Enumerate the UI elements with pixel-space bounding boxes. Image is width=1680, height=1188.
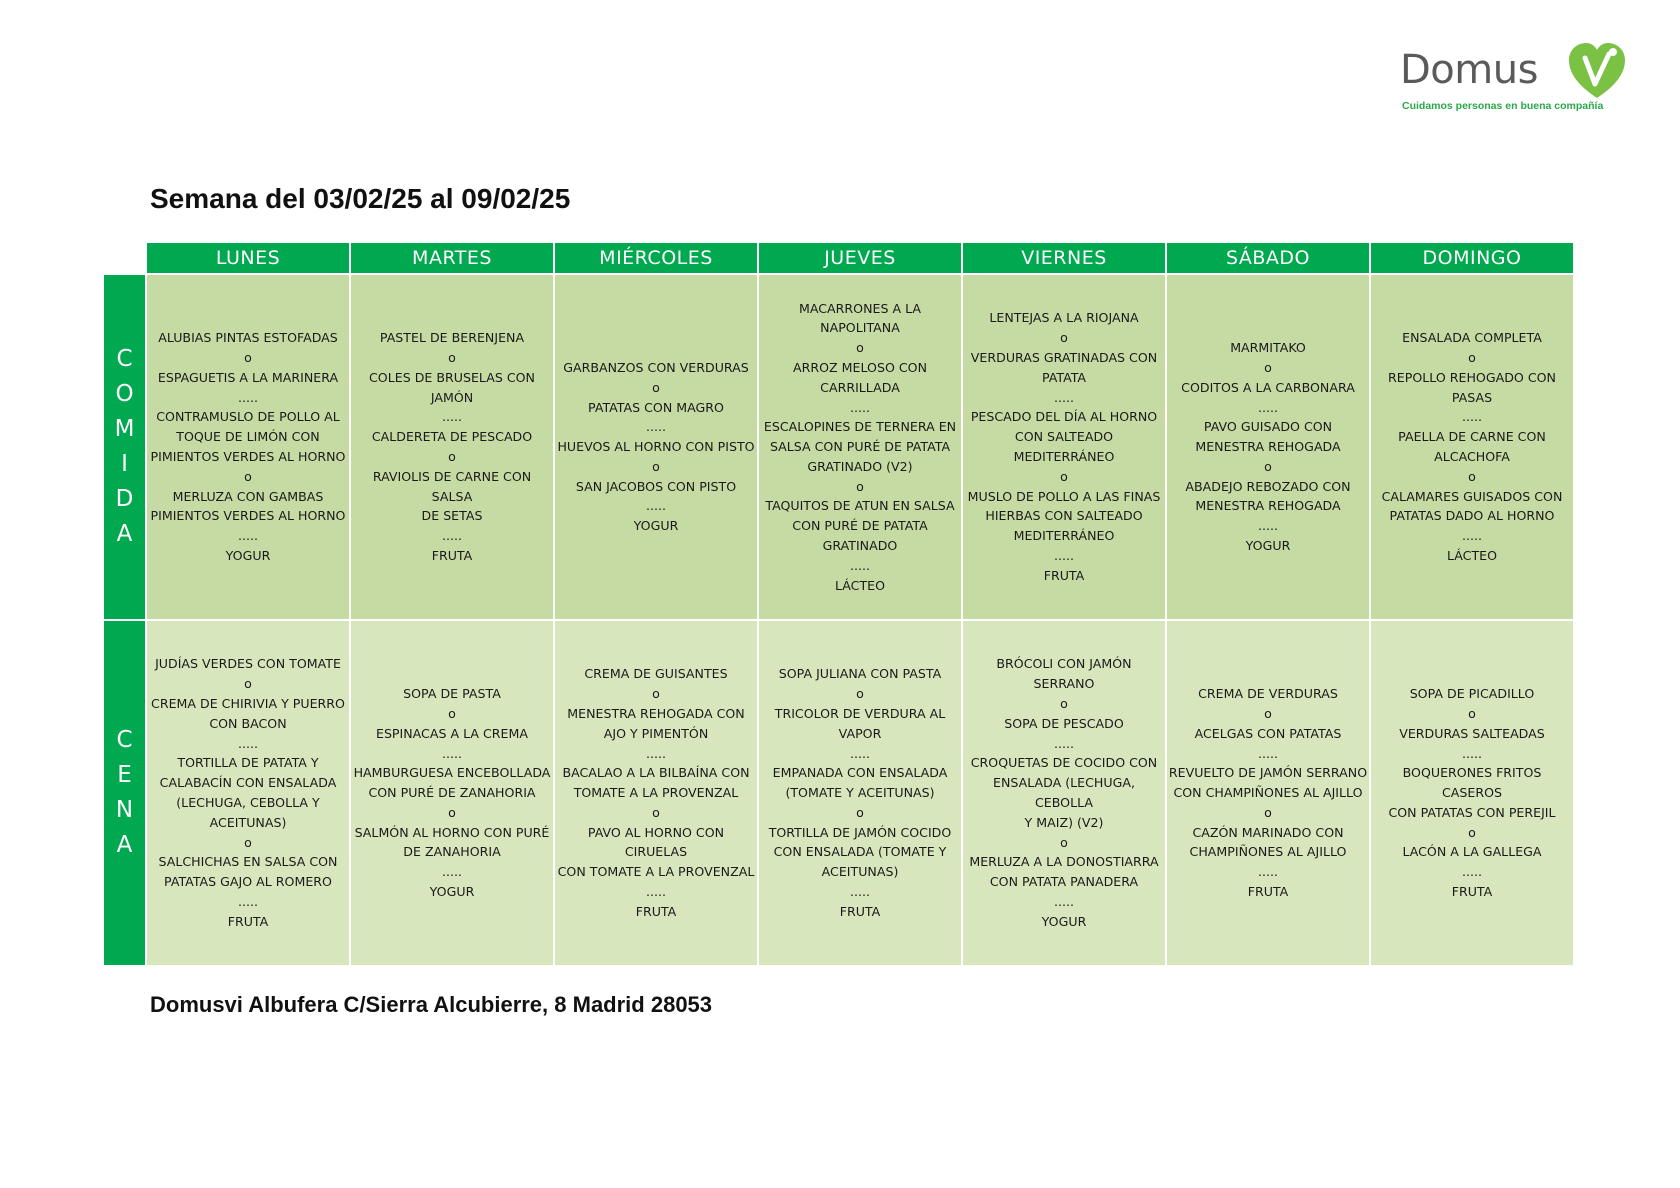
dish-line: GRATINADO (V2): [807, 458, 913, 474]
dish-line: SERRANO: [1033, 676, 1095, 692]
day-header-row: [104, 243, 1574, 274]
dish-line: CON PATATA PANADERA: [989, 874, 1139, 890]
dish-line: CON SALTEADO: [1014, 429, 1114, 445]
menu-cell-cena-martes: [350, 620, 554, 966]
dish-line: .....: [441, 864, 463, 880]
dish-line: o: [856, 804, 864, 820]
dish-line: o: [1468, 824, 1476, 840]
dish-line: MEDITERRÁNEO: [1013, 449, 1115, 464]
meal-label-letter: E: [117, 762, 132, 788]
dish-line: PESCADO DEL DÍA AL HORNO: [970, 409, 1158, 425]
dish-line: .....: [237, 735, 259, 751]
dish-line: ESPINACAS A LA CREMA: [375, 725, 528, 741]
dish-line: CARRILLADA: [820, 379, 900, 395]
dish-line: o: [1060, 468, 1068, 484]
dish-line: .....: [645, 745, 667, 761]
dish-line: .....: [645, 419, 667, 435]
dish-line: o: [856, 340, 864, 356]
dish-line: .....: [1053, 735, 1075, 751]
menu-cell-cena-lunes: [146, 620, 350, 966]
dish-line: YOGUR: [633, 518, 679, 534]
meal-label-letter: D: [115, 486, 134, 512]
page-title: Semana del 03/02/25 al 09/02/25: [150, 183, 571, 214]
dish-line: FRUTA: [1247, 884, 1289, 900]
dish-line: ACELGAS CON PATATAS: [1194, 725, 1342, 741]
menu-cell-comida-martes: [350, 274, 554, 620]
dish-line: TOQUE DE LIMÓN CON: [176, 429, 320, 445]
dish-line: .....: [645, 884, 667, 900]
day-header-martes: MARTES: [350, 243, 554, 274]
dish-line: o: [244, 676, 252, 692]
dish-line: SOPA DE PASTA: [403, 686, 501, 702]
dish-line: LÁCTEO: [834, 577, 886, 593]
dish-line: REVUELTO DE JAMÓN SERRANO: [1168, 765, 1368, 781]
dish-line: .....: [1257, 518, 1279, 534]
dish-line: CALAMARES GUISADOS CON: [1381, 488, 1563, 504]
day-header-lunes: LUNES: [146, 243, 350, 274]
menu-cell-comida-sabado: [1166, 274, 1370, 620]
dish-line: GARBANZOS CON VERDURAS: [563, 359, 749, 375]
dish-line: FRUTA: [1043, 567, 1085, 583]
dish-line: ESPAGUETIS A LA MARINERA: [157, 369, 339, 385]
dish-line: COLES DE BRUSELAS CON: [369, 369, 535, 385]
meal-label-letter: I: [121, 451, 128, 477]
dish-line: CREMA DE CHIRIVIA Y PUERRO: [151, 696, 345, 712]
dish-line: o: [244, 468, 252, 484]
dish-line: TORTILLA DE JAMÓN COCIDO: [768, 824, 952, 840]
dish-line: .....: [441, 528, 463, 544]
dish-line: o: [448, 705, 456, 721]
dish-line: CODITOS A LA CARBONARA: [1181, 379, 1355, 395]
dish-line: PAVO AL HORNO CON CIRUELAS: [587, 824, 725, 860]
dish-line: SAN JACOBOS CON PISTO: [575, 478, 737, 494]
dish-line: CON CHAMPIÑONES AL AJILLO: [1173, 785, 1363, 801]
dish-line: VAPOR: [838, 725, 882, 741]
dish-line: .....: [1461, 745, 1483, 761]
menu-cell-cena-miercoles: [554, 620, 758, 966]
dish-line: FRUTA: [1451, 884, 1493, 900]
dish-line: YOGUR: [1245, 538, 1291, 554]
dish-line: ACEITUNAS): [821, 864, 899, 880]
day-header-miercoles: MIÉRCOLES: [554, 243, 758, 274]
menu-cell-comida-domingo: [1370, 274, 1574, 620]
dish-line: .....: [849, 745, 871, 761]
dish-line: BOQUERONES FRITOS CASEROS: [1402, 765, 1542, 801]
dish-line: PASTEL DE BERENJENA: [379, 330, 525, 346]
dish-line: JUDÍAS VERDES CON TOMATE: [155, 656, 341, 672]
dish-line: SOPA DE PESCADO: [1004, 715, 1124, 731]
dish-line: DE SETAS: [421, 508, 483, 524]
dish-line: .....: [1461, 409, 1483, 425]
dish-line: YOGUR: [225, 547, 271, 563]
meal-label-letter: O: [115, 381, 134, 407]
dish-line: PATATAS GAJO AL ROMERO: [164, 874, 332, 890]
dish-line: .....: [645, 498, 667, 514]
dish-line: MENESTRA REHOGADA CON: [567, 705, 745, 721]
dish-line: PAVO GUISADO CON: [1203, 419, 1333, 435]
dish-line: CHAMPIÑONES AL AJILLO: [1189, 844, 1347, 860]
dish-line: SALSA CON PURÉ DE PATATA: [769, 439, 951, 455]
day-header-jueves: JUEVES: [758, 243, 962, 274]
menu-cell-cena-sabado: [1166, 620, 1370, 966]
weekly-menu-table: [104, 243, 1575, 967]
dish-line: FRUTA: [227, 913, 269, 929]
dish-line: o: [244, 350, 252, 366]
dish-line: o: [1468, 468, 1476, 484]
menu-cell-comida-miercoles: [554, 274, 758, 620]
dish-line: o: [1264, 359, 1272, 375]
meal-label-letter: A: [116, 521, 133, 547]
dish-line: .....: [849, 399, 871, 415]
dish-line: CREMA DE VERDURAS: [1198, 686, 1338, 702]
dish-line: MEDITERRÁNEO: [1013, 528, 1115, 544]
day-header-viernes: VIERNES: [962, 243, 1166, 274]
dish-line: o: [652, 379, 660, 395]
menu-cell-cena-jueves: [758, 620, 962, 966]
dish-line: (LECHUGA, CEBOLLA Y: [176, 795, 320, 810]
dish-line: MENESTRA REHOGADA: [1195, 439, 1341, 455]
dish-line: o: [1264, 458, 1272, 474]
dish-line: LENTEJAS A LA RIOJANA: [989, 310, 1139, 326]
dish-line: TORTILLA DE PATATA Y: [177, 755, 319, 771]
dish-line: TRICOLOR DE VERDURA AL: [774, 705, 946, 721]
dish-line: CON TOMATE A LA PROVENZAL: [557, 864, 755, 880]
dish-line: o: [1468, 350, 1476, 366]
menu-cell-cena-viernes: [962, 620, 1166, 966]
dish-line: PATATAS DADO AL HORNO: [1389, 508, 1555, 524]
dish-line: .....: [1461, 528, 1483, 544]
dish-line: PATATA: [1041, 369, 1087, 385]
dish-line: RAVIOLIS DE CARNE CON SALSA: [372, 468, 532, 504]
dish-line: BACALAO A LA BILBAÍNA CON: [562, 765, 750, 781]
dish-line: o: [652, 686, 660, 702]
dish-line: .....: [237, 893, 259, 909]
dish-line: ALUBIAS PINTAS ESTOFADAS: [158, 330, 338, 346]
menu-cell-cena-domingo: [1370, 620, 1574, 966]
day-header-sabado: SÁBADO: [1166, 243, 1370, 274]
dish-line: TAQUITOS DE ATUN EN SALSA: [765, 498, 955, 514]
footer-address: Domusvi Albufera C/Sierra Alcubierre, 8 Madrid 28053: [150, 992, 713, 1017]
dish-line: .....: [237, 389, 259, 405]
table-corner: [104, 243, 146, 274]
dish-line: Y MAIZ) (V2): [1024, 814, 1104, 830]
dish-line: NAPOLITANA: [820, 320, 900, 336]
dish-line: .....: [849, 884, 871, 900]
dish-line: ABADEJO REBOZADO CON: [1185, 478, 1351, 494]
dish-line: CALABACÍN CON ENSALADA: [159, 775, 337, 791]
dish-line: SALMÓN AL HORNO CON PURÉ: [354, 824, 550, 840]
dish-line: BRÓCOLI CON JAMÓN: [996, 656, 1132, 672]
dish-line: PASAS: [1451, 389, 1493, 405]
dish-line: .....: [849, 557, 871, 573]
dish-line: .....: [1257, 745, 1279, 761]
dish-line: CROQUETAS DE COCIDO CON: [970, 755, 1158, 771]
dish-line: YOGUR: [1041, 913, 1087, 929]
logo-tagline: Cuidamos personas en buena compañía: [1402, 100, 1604, 112]
dish-line: ENSALADA (LECHUGA, CEBOLLA: [993, 775, 1135, 810]
menu-cell-comida-jueves: [758, 274, 962, 620]
dish-line: FRUTA: [431, 547, 473, 563]
dish-line: .....: [1257, 864, 1279, 880]
dish-line: .....: [441, 745, 463, 761]
logo-wordmark: Domus: [1400, 47, 1538, 93]
dish-line: o: [856, 686, 864, 702]
dish-line: CON PURÉ DE PATATA: [792, 518, 928, 534]
dish-line: PATATAS CON MAGRO: [588, 399, 724, 415]
dish-line: MERLUZA A LA DONOSTIARRA: [969, 854, 1159, 870]
dish-line: ACEITUNAS): [209, 814, 287, 830]
dish-line: CON PURÉ DE ZANAHORIA: [368, 785, 536, 801]
dish-line: CON ENSALADA (TOMATE Y: [773, 844, 947, 860]
dish-line: FRUTA: [635, 903, 677, 919]
meal-row-comida: [104, 274, 1574, 620]
meal-row-cena: [104, 620, 1574, 966]
meal-label-cena: [104, 620, 146, 966]
dish-line: o: [448, 449, 456, 464]
dish-line: SOPA JULIANA CON PASTA: [778, 666, 942, 682]
dish-line: o: [1060, 696, 1068, 712]
meal-label-letter: C: [116, 346, 133, 372]
dish-line: o: [652, 804, 660, 820]
dish-line: MARMITAKO: [1230, 340, 1306, 356]
dish-line: o: [1264, 705, 1272, 721]
dish-line: .....: [1053, 893, 1075, 909]
dish-line: LACÓN A LA GALLEGA: [1402, 844, 1542, 860]
dish-line: DE ZANAHORIA: [403, 844, 501, 860]
dish-line: HIERBAS CON SALTEADO: [985, 508, 1143, 524]
dish-line: CON BACON: [209, 715, 287, 731]
dish-line: (TOMATE Y ACEITUNAS): [785, 785, 935, 801]
meal-label-letter: C: [116, 727, 133, 753]
dish-line: EMPANADA CON ENSALADA: [772, 765, 948, 781]
dish-line: o: [1264, 804, 1272, 820]
dish-line: PAELLA DE CARNE CON: [1398, 429, 1546, 445]
dish-line: MENESTRA REHOGADA: [1195, 498, 1341, 514]
dish-line: o: [448, 350, 456, 366]
dish-line: JAMÓN: [430, 389, 474, 405]
dish-line: .....: [1461, 864, 1483, 880]
dish-line: CONTRAMUSLO DE POLLO AL: [156, 409, 340, 425]
dish-line: ESCALOPINES DE TERNERA EN: [763, 419, 957, 435]
dish-line: ENSALADA COMPLETA: [1402, 330, 1542, 346]
meal-label-letter: M: [114, 416, 135, 442]
dish-line: o: [244, 834, 252, 850]
day-header-domingo: DOMINGO: [1370, 243, 1574, 274]
dish-line: o: [1060, 834, 1068, 850]
dish-line: ARROZ MELOSO CON: [793, 359, 927, 375]
dish-line: FRUTA: [839, 903, 881, 919]
dish-line: .....: [237, 528, 259, 544]
dish-line: SOPA DE PICADILLO: [1409, 686, 1535, 702]
meal-label-letter: A: [116, 832, 133, 858]
dish-line: .....: [1053, 547, 1075, 563]
dish-line: o: [652, 458, 660, 474]
dish-line: PIMIENTOS VERDES AL HORNO: [150, 508, 346, 524]
dish-line: GRATINADO: [822, 538, 898, 554]
dish-line: PIMIENTOS VERDES AL HORNO: [150, 449, 346, 464]
dish-line: .....: [441, 409, 463, 425]
meal-label-comida: [104, 274, 146, 620]
heart-leaf-icon: [1565, 40, 1629, 102]
dish-line: CALDERETA DE PESCADO: [371, 429, 533, 445]
meal-label-letter: N: [115, 797, 134, 823]
dish-line: o: [1060, 330, 1068, 346]
domusvi-logo: [1400, 40, 1630, 120]
menu-cell-comida-lunes: [146, 274, 350, 620]
dish-line: o: [448, 804, 456, 820]
dish-line: .....: [1257, 399, 1279, 415]
dish-line: VERDURAS SALTEADAS: [1399, 725, 1545, 741]
dish-line: YOGUR: [429, 884, 475, 900]
dish-line: .....: [1053, 389, 1075, 405]
dish-line: HAMBURGUESA ENCEBOLLADA: [353, 765, 551, 781]
dish-line: REPOLLO REHOGADO CON: [1388, 369, 1556, 385]
dish-line: CREMA DE GUISANTES: [584, 666, 728, 682]
dish-line: CON PATATAS CON PEREJIL: [1388, 804, 1556, 820]
dish-line: TOMATE A LA PROVENZAL: [573, 785, 739, 801]
dish-line: MACARRONES A LA: [799, 300, 921, 316]
menu-cell-comida-viernes: [962, 274, 1166, 620]
dish-line: VERDURAS GRATINADAS CON: [970, 350, 1158, 366]
dish-line: CAZÓN MARINADO CON: [1192, 824, 1344, 840]
dish-line: AJO Y PIMENTÓN: [603, 725, 709, 741]
dish-line: MUSLO DE POLLO A LAS FINAS: [967, 488, 1161, 504]
dish-line: HUEVOS AL HORNO CON PISTO: [557, 439, 755, 455]
dish-line: o: [1468, 705, 1476, 721]
dish-line: o: [856, 478, 864, 494]
dish-line: SALCHICHAS EN SALSA CON: [158, 854, 338, 870]
dish-line: ALCACHOFA: [1434, 449, 1510, 464]
dish-line: LÁCTEO: [1446, 547, 1498, 563]
dish-line: MERLUZA CON GAMBAS: [172, 488, 324, 504]
